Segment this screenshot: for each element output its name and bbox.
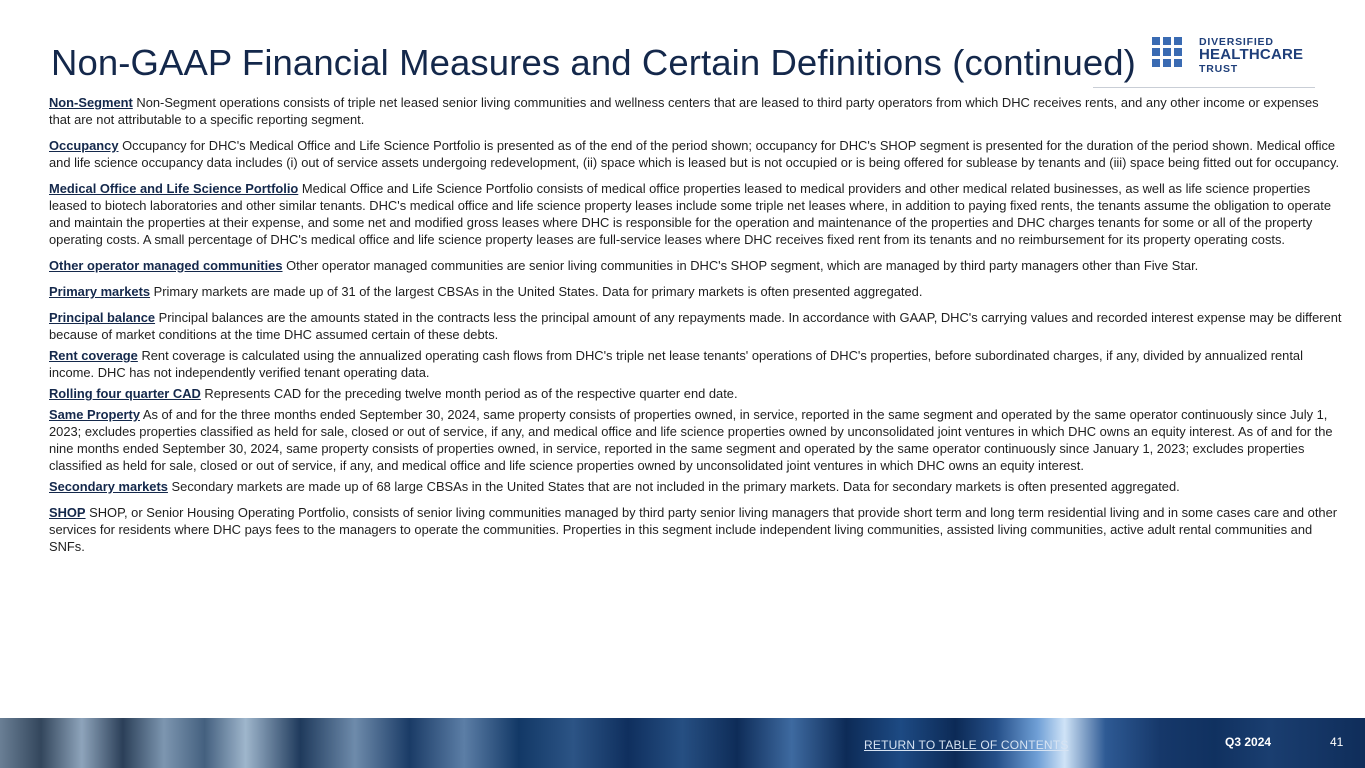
return-to-toc-link[interactable]: RETURN TO TABLE OF CONTENTS bbox=[864, 738, 1069, 752]
definition-text: Represents CAD for the preceding twelve month period as of the respective quarter end date. bbox=[204, 386, 738, 401]
page-title: Non-GAAP Financial Measures and Certain Definitions (continued) bbox=[51, 42, 1136, 83]
definition-term: Occupancy bbox=[49, 138, 119, 153]
logo-line-3: TRUST bbox=[1199, 63, 1238, 75]
definition-term: Same Property bbox=[49, 407, 140, 422]
definition-term: SHOP bbox=[49, 505, 86, 520]
definition-primary-markets bbox=[49, 283, 1343, 300]
definition-text: Rent coverage is calculated using the annualized operating cash flows from DHC's triple net lease tenants' operations of DHC's properties, before subordinated charges, if any, divided by annualized rental income. DHC has not independently verified tenant operating data. bbox=[49, 348, 1303, 380]
definition-secondary-markets bbox=[49, 478, 1343, 495]
definitions-list bbox=[49, 94, 1343, 564]
definition-text: Medical Office and Life Science Portfolio consists of medical office properties leased to medical providers and other medical related businesses, as well as life science properties leased to biotech laboratories and other similar tenants. DHC's medical office and life science property leases include some triple net leases where, in addition to paying fixed rents, the tenants assume the obligation to operate and maintain the properties at their expense, and some net and modified gross leases where DHC is responsible for the operation and maintenance of the properties and DHC charges tenants for some or all of the property operating costs. A small percentage of DHC's medical office and life science property leases are full-service leases where DHC receives fixed rent from its tenants and no reimbursement for its property operating costs. bbox=[49, 181, 1331, 247]
definition-term: Rolling four quarter CAD bbox=[49, 386, 201, 401]
definition-text: As of and for the three months ended September 30, 2024, same property consists of properties owned, in service, reported in the same segment and operated by the same operator continuously since July 1, 2023; excludes properties classified as held for sale, closed or out of service, if any, and medical office and life science properties owned by unconsolidated joint ventures in which DHC owns an equity interest. As of and for the nine months ended September 30, 2024, same property consists of properties owned, in service, reported in the same segment and operated by the same operator continuously since January 1, 2023; excludes properties classified as held for sale, closed or out of service, if any, and medical office and life science properties owned by unconsolidated joint ventures in which DHC owns an equity interest. bbox=[49, 407, 1333, 473]
definition-term: Non-Segment bbox=[49, 95, 133, 110]
page-number: 41 bbox=[1330, 735, 1344, 749]
definition-text: Other operator managed communities are senior living communities in DHC's SHOP segment, which are managed by third party managers other than Five Star. bbox=[286, 258, 1199, 273]
definition-text: Non-Segment operations consists of triple net leased senior living communities and wellness centers that are leased to third party operators from which DHC receives rents, and any other income or expenses that are not attributable to a specific reporting segment. bbox=[49, 95, 1319, 127]
definition-occupancy bbox=[49, 137, 1343, 171]
definition-term: Secondary markets bbox=[49, 479, 168, 494]
logo-line-2: HEALTHCARE bbox=[1199, 46, 1304, 63]
footer-banner bbox=[0, 718, 1365, 768]
definition-rent-coverage bbox=[49, 347, 1343, 381]
definition-term: Medical Office and Life Science Portfolio bbox=[49, 181, 299, 196]
footer-quarter: Q3 2024 bbox=[1225, 735, 1272, 749]
definition-term: Principal balance bbox=[49, 310, 156, 325]
definition-non-segment bbox=[49, 94, 1343, 128]
definition-text: SHOP, or Senior Housing Operating Portfolio, consists of senior living communities managed by third party senior living managers that provide short term and long term residential living and in some cases care and other services for residents where DHC pays fees to the managers to operate the communities. Properties in this segment include independent living communities, assisted living communities, active adult rental communities and SNFs. bbox=[49, 505, 1338, 554]
definition-principal-balance bbox=[49, 309, 1343, 343]
logo-line-1: DIVERSIFIED bbox=[1199, 36, 1274, 48]
definition-text: Principal balances are the amounts stated in the contracts less the principal amount of any repayments made. In accordance with GAAP, DHC's carrying values and recorded interest expense may be different because of market conditions at the time DHC assumed certain of these debts. bbox=[49, 310, 1342, 342]
definition-medical-office bbox=[49, 180, 1343, 248]
definition-text: Secondary markets are made up of 68 large CBSAs in the United States that are not included in the primary markets. Data for secondary markets is often presented aggregated. bbox=[171, 479, 1180, 494]
definition-term: Primary markets bbox=[49, 284, 151, 299]
company-logo bbox=[1152, 37, 1322, 77]
definition-text: Primary markets are made up of 31 of the largest CBSAs in the United States. Data for primary markets is often presented aggregated. bbox=[153, 284, 923, 299]
definition-shop bbox=[49, 504, 1343, 555]
definition-rolling-cad bbox=[49, 385, 1343, 402]
title-divider bbox=[1093, 87, 1315, 88]
definition-term: Other operator managed communities bbox=[49, 258, 283, 273]
definition-term: Rent coverage bbox=[49, 348, 138, 363]
definition-other-operator bbox=[49, 257, 1343, 274]
definition-same-property bbox=[49, 406, 1343, 474]
definition-text: Occupancy for DHC's Medical Office and Life Science Portfolio is presented as of the end of the period shown; occupancy for DHC's SHOP segment is presented for the duration of the period shown. Medical office and life science occupancy data includes (i) out of service assets undergoing redevelopment, (ii) space which is leased but is not occupied or is being offered for sublease by tenants and (iii) space being fitted out for occupancy. bbox=[49, 138, 1340, 170]
